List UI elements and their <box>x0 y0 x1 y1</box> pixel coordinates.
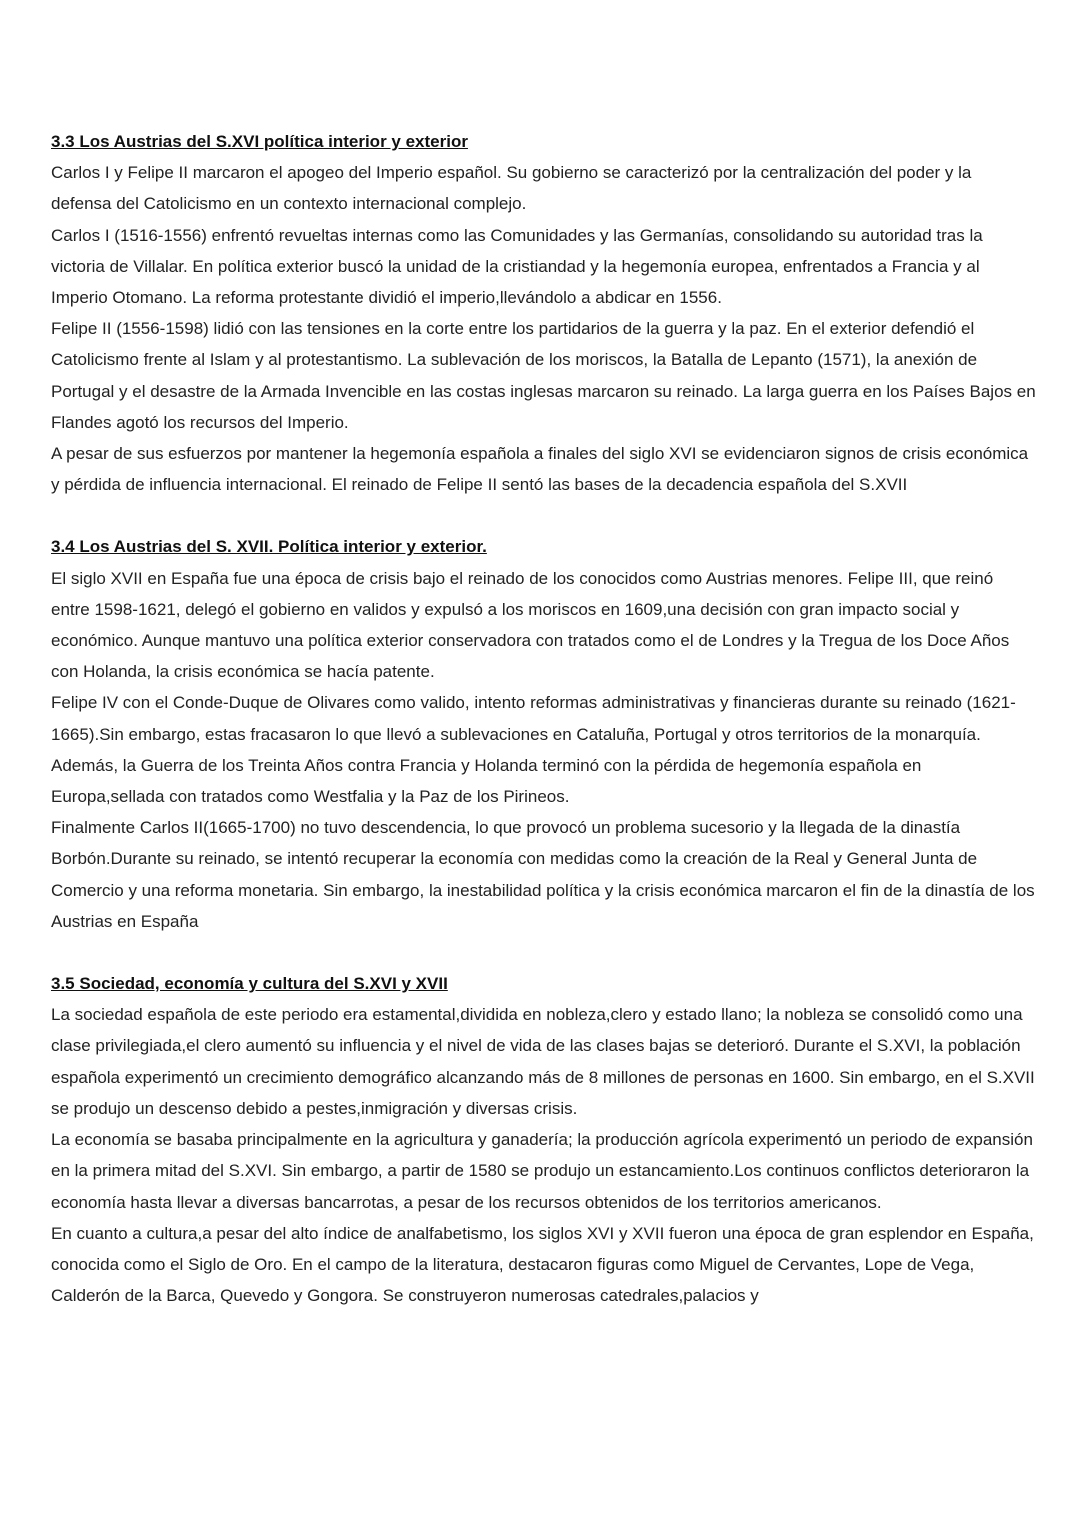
paragraph: Felipe IV con el Conde-Duque de Olivares como valido, intento reformas administrativas y financieras durante su reinado (1621-1665).Sin embargo, estas fracasaron lo que llevó a sublevaciones en Cataluña, Portugal y otros territorios de la monarquía. Además, la Guerra de los Treinta Años contra Francia y Holanda terminó con la pérdida de hegemonía española en Europa,sellada con tratados como Westfalia y la Paz de los Pirineos. <box>51 693 1016 807</box>
paragraph: A pesar de sus esfuerzos por mantener la hegemonía española a finales del siglo XVI se evidenciaron signos de crisis económica y pérdida de influencia internacional. El reinado de Felipe II sentó las bases de la decadencia española del S.XVII <box>51 444 1029 495</box>
section-3-5 <box>51 968 1036 1311</box>
paragraph: El siglo XVII en España fue una época de crisis bajo el reinado de los conocidos como Austrias menores. Felipe III, que reinó entre 1598-1621, delegó el gobierno en validos y expulsó a los moriscos en 1609,una decisión con gran impacto social y económico. Aunque mantuvo una política exterior conservadora con tratados como el de Londres y la Tregua de los Doce Años con Holanda, la crisis económica se hacía patente. <box>51 568 1010 682</box>
section-3-3 <box>51 126 1036 500</box>
paragraph: La economía se basaba principalmente en la agricultura y ganadería; la producción agrícola experimentó un periodo de expansión en la primera mitad del S.XVI. Sin embargo, a partir de 1580 se produjo un estancamiento.Los continuos conflictos deterioraron la economía hasta llevar a diversas bancarrotas, a pesar de los recursos obtenidos de los territorios americanos. <box>51 1130 1033 1212</box>
paragraph: En cuanto a cultura,a pesar del alto índice de analfabetismo, los siglos XVI y XVII fueron una época de gran esplendor en España, conocida como el Siglo de Oro. En el campo de la literatura, destacaron figuras como Miguel de Cervantes, Lope de Vega, Calderón de la Barca, Quevedo y Gongora. Se construyeron numerosas catedrales,palacios y <box>51 1223 1034 1306</box>
paragraph: Felipe II (1556-1598) lidió con las tensiones en la corte entre los partidarios de la guerra y la paz. En el exterior defendió el Catolicismo frente al Islam y al protestantismo. La sublevación de los moriscos, la Batalla de Lepanto (1571), la anexión de Portugal y el desastre de la Armada Invencible en las costas inglesas marcaron su reinado. La larga guerra en los Países Bajos en Flandes agotó los recursos del Imperio. <box>51 319 1036 432</box>
paragraph: Carlos I (1516-1556) enfrentó revueltas internas como las Comunidades y las Germanías, consolidando su autoridad tras la victoria de Villalar. En política exterior buscó la unidad de la cristiandad y la hegemonía europea, enfrentados a Francia y al Imperio Otomano. La reforma protestante dividió el imperio,llevándolo a abdicar en 1556. <box>51 225 983 308</box>
section-heading: 3.4 Los Austrias del S. XVII. Política interior y exterior. <box>51 537 487 557</box>
paragraph: Finalmente Carlos II(1665-1700) no tuvo descendencia, lo que provocó un problema sucesorio y la llegada de la dinastía Borbón.Durante su reinado, se intentó recuperar la economía con medidas como la creación de la Real y General Junta de Comercio y una reforma monetaria. Sin embargo, la inestabilidad política y la crisis económica marcaron el fin de la dinastía de los Austrias en España <box>51 818 1035 931</box>
section-3-4 <box>51 531 1036 937</box>
paragraph: La sociedad española de este periodo era estamental,dividida en nobleza,clero y estado llano; la nobleza se consolidó como una clase privilegiada,el clero aumentó su influencia y el nivel de vida de las clases bajas se deterioró. Durante el S.XVI, la población española experimentó un crecimiento demográfico alcanzando más de 8 millones de personas en 1600. Sin embargo, en el S.XVII se produjo un descenso debido a pestes,inmigración y diversas crisis. <box>51 1005 1035 1118</box>
section-heading: 3.5 Sociedad, economía y cultura del S.XVI y XVII <box>51 974 448 994</box>
section-heading: 3.3 Los Austrias del S.XVI política interior y exterior <box>51 132 468 151</box>
paragraph: Carlos I y Felipe II marcaron el apogeo del Imperio español. Su gobierno se caracterizó por la centralización del poder y la defensa del Catolicismo en un contexto internacional complejo. <box>51 163 972 214</box>
document-page <box>51 126 1036 1311</box>
